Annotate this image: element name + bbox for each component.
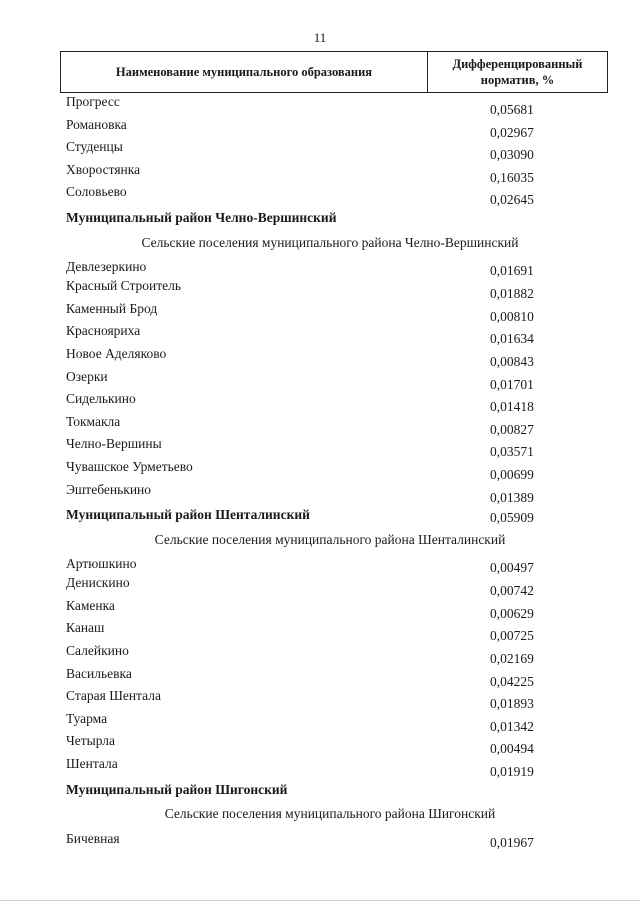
norm-value: 0,01691 bbox=[490, 263, 534, 279]
page-edge-line bbox=[0, 900, 640, 901]
municipality-name: Чувашское Урметьево bbox=[66, 458, 193, 474]
municipality-name: Шентала bbox=[66, 756, 118, 772]
norm-value: 0,05909 bbox=[490, 510, 534, 526]
norm-value: 0,01634 bbox=[490, 331, 534, 347]
norm-value: 0,01919 bbox=[490, 764, 534, 780]
municipality-name: Токмакла bbox=[66, 413, 121, 429]
norm-value: 0,01701 bbox=[490, 376, 534, 392]
table-row bbox=[0, 597, 640, 620]
municipality-name: Краснояриха bbox=[66, 323, 141, 339]
municipality-name: Артюшкино bbox=[66, 556, 137, 572]
municipality-name: Старая Шентала bbox=[66, 688, 161, 704]
municipality-name: Денискино bbox=[66, 575, 130, 591]
municipality-name: Романовка bbox=[66, 116, 127, 132]
table-body bbox=[0, 93, 640, 849]
municipality-name: Озерки bbox=[66, 368, 108, 384]
norm-value: 0,00725 bbox=[490, 628, 534, 644]
district-name: Муниципальный район Челно-Вершинский bbox=[66, 209, 337, 225]
municipality-name: Красный Строитель bbox=[66, 278, 182, 294]
table-row bbox=[0, 161, 640, 184]
norm-value: 0,00699 bbox=[490, 466, 534, 482]
table-row bbox=[0, 481, 640, 504]
section-title: Сельские поселения муниципального района Челно-Вершинский bbox=[141, 234, 519, 250]
table-row bbox=[0, 93, 640, 116]
norm-value: 0,01882 bbox=[490, 286, 534, 302]
table-row bbox=[0, 548, 640, 574]
table-row bbox=[0, 138, 640, 161]
table-row bbox=[0, 642, 640, 665]
norm-value: 0,16035 bbox=[490, 169, 534, 185]
municipality-name: Студенцы bbox=[66, 139, 123, 155]
table-row bbox=[0, 435, 640, 458]
table-row bbox=[0, 574, 640, 597]
table-row bbox=[0, 732, 640, 755]
municipality-name: Туарма bbox=[66, 710, 108, 726]
municipality-name: Каменный Брод bbox=[66, 300, 158, 316]
table-row bbox=[0, 300, 640, 323]
table-row bbox=[0, 368, 640, 391]
norm-value: 0,04225 bbox=[490, 673, 534, 689]
table-row bbox=[0, 116, 640, 139]
norm-value: 0,00810 bbox=[490, 308, 534, 324]
norm-value: 0,02967 bbox=[490, 124, 534, 140]
header-norm-column bbox=[428, 52, 607, 92]
norm-value: 0,00497 bbox=[490, 560, 534, 576]
table-header bbox=[60, 51, 608, 93]
table-row bbox=[0, 458, 640, 481]
table-row bbox=[0, 390, 640, 413]
table-row bbox=[0, 183, 640, 206]
section-heading-row bbox=[0, 229, 640, 252]
norm-value: 0,00827 bbox=[490, 421, 534, 437]
table-row bbox=[0, 619, 640, 642]
section-heading-row bbox=[0, 526, 640, 549]
norm-value: 0,02645 bbox=[490, 192, 534, 208]
norm-value: 0,00742 bbox=[490, 583, 534, 599]
table-row bbox=[0, 823, 640, 849]
norm-value: 0,02169 bbox=[490, 651, 534, 667]
table-row bbox=[0, 277, 640, 300]
norm-value: 0,01967 bbox=[490, 834, 534, 850]
district-heading-row bbox=[0, 206, 640, 229]
page-number: 11 bbox=[313, 30, 327, 45]
table-row bbox=[0, 710, 640, 733]
norm-value: 0,01342 bbox=[490, 718, 534, 734]
table-row bbox=[0, 687, 640, 710]
municipality-name: Каменка bbox=[66, 597, 115, 613]
header-name-column: Наименование муниципального образования bbox=[61, 52, 428, 92]
municipality-name: Сиделькино bbox=[66, 391, 136, 407]
table-row bbox=[0, 345, 640, 368]
municipality-name: Салейкино bbox=[66, 643, 129, 659]
norm-value: 0,01389 bbox=[490, 489, 534, 505]
header-norm-line2: норматив, % bbox=[480, 73, 555, 87]
table-row bbox=[0, 755, 640, 778]
municipality-name: Девлезеркино bbox=[66, 259, 147, 275]
municipality-name: Васильевка bbox=[66, 665, 132, 681]
norm-value: 0,00843 bbox=[490, 353, 534, 369]
municipality-name: Новое Аделяково bbox=[66, 345, 167, 361]
table-row bbox=[0, 413, 640, 436]
norm-value: 0,00494 bbox=[490, 741, 534, 757]
norm-value: 0,03090 bbox=[490, 147, 534, 163]
norm-value: 0,01893 bbox=[490, 696, 534, 712]
header-norm-line1: Дифференцированный bbox=[452, 57, 583, 71]
section-title: Сельские поселения муниципального района Шенталинский bbox=[154, 531, 506, 547]
norm-value: 0,03571 bbox=[490, 444, 534, 460]
municipality-name: Хворостянка bbox=[66, 161, 141, 177]
municipality-name: Соловьево bbox=[66, 184, 127, 200]
section-title: Сельские поселения муниципального района Шигонский bbox=[164, 806, 496, 822]
district-heading-row bbox=[0, 503, 640, 526]
municipality-name: Эштебенькино bbox=[66, 481, 152, 497]
municipality-name: Бичевная bbox=[66, 830, 120, 846]
district-heading-row bbox=[0, 778, 640, 801]
municipality-name: Канаш bbox=[66, 620, 105, 636]
norm-value: 0,05681 bbox=[490, 102, 534, 117]
section-heading-row bbox=[0, 800, 640, 823]
municipality-name: Челно-Вершины bbox=[66, 436, 162, 452]
table-row bbox=[0, 322, 640, 345]
table-row bbox=[0, 251, 640, 277]
district-name: Муниципальный район Шенталинский bbox=[66, 507, 310, 523]
district-name: Муниципальный район Шигонский bbox=[66, 781, 288, 797]
municipality-name: Прогресс bbox=[66, 94, 120, 109]
municipality-name: Четырла bbox=[66, 733, 116, 749]
norm-value: 0,01418 bbox=[490, 399, 534, 415]
norm-value: 0,00629 bbox=[490, 605, 534, 621]
table-row bbox=[0, 665, 640, 688]
